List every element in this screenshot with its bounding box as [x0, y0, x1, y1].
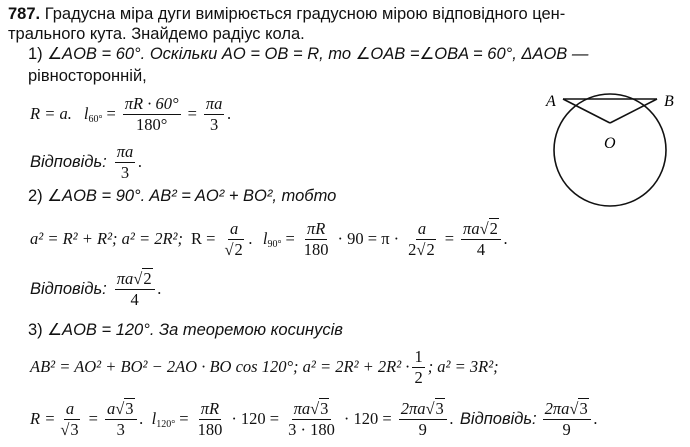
- case1-l-symbol: [84, 104, 103, 125]
- case3-text: ∠AOB = 120°. За теоремою косинусів: [47, 321, 343, 339]
- intro-text-1: Градусна міра дуги вимірюється градусною мірою відповідного цен-: [44, 5, 566, 23]
- numerator: a: [65, 398, 75, 418]
- case1-line1: [28, 44, 588, 64]
- case3-cosine-formula: [30, 346, 499, 388]
- radical-sign: √: [425, 398, 435, 418]
- radicand: 3: [70, 419, 79, 439]
- case3-fracR: [58, 400, 81, 439]
- case1-answer: [30, 142, 142, 182]
- l-subscript: 90°: [267, 238, 282, 250]
- equals-sign: =: [179, 409, 189, 428]
- denominator: [58, 420, 81, 439]
- coef: πa: [116, 268, 134, 288]
- radical-sign: √: [224, 239, 234, 259]
- case3-eq-tail: ; a² = 3R²;: [427, 357, 499, 376]
- coef: 2: [408, 239, 417, 259]
- case1-length-formula: [30, 94, 232, 134]
- case3-length-formula: [30, 396, 598, 442]
- equals-sign: =: [444, 229, 455, 248]
- label-A: A: [546, 93, 556, 110]
- sqrt: [115, 400, 134, 418]
- case3-line: [28, 320, 343, 340]
- sqrt: [133, 270, 152, 288]
- numerator: [461, 220, 501, 240]
- radical-sign: √: [60, 419, 70, 439]
- sqrt: [310, 400, 329, 418]
- answer-label: Відповідь:: [30, 279, 107, 298]
- denominator: 3: [120, 162, 130, 182]
- equals-sign: =: [106, 104, 116, 123]
- period: .: [138, 152, 143, 171]
- case2-mid: · 90 = π ·: [337, 229, 400, 248]
- l-letter: l: [83, 103, 89, 123]
- answer-label: Відповідь:: [30, 152, 107, 171]
- case2-line: [28, 186, 336, 206]
- numerator: [543, 400, 591, 420]
- period: .: [157, 279, 162, 298]
- radicand: 3: [435, 398, 444, 418]
- denominator: 3 · 180: [288, 419, 335, 439]
- case3-frac2: [286, 400, 337, 439]
- equals-sign: =: [285, 229, 295, 248]
- sqrt: [569, 400, 588, 418]
- numerator: [399, 400, 447, 420]
- case3-label: 3): [28, 321, 43, 339]
- equals-sign: =: [187, 104, 197, 123]
- equals-sign: =: [88, 409, 98, 428]
- case3-answer-frac: [543, 400, 591, 439]
- radicand: 2: [489, 218, 498, 238]
- case1-text-2: рівносторонній,: [28, 67, 147, 85]
- radicand: 2: [426, 239, 435, 259]
- case1-frac2: [204, 95, 225, 134]
- problem-intro-line1: [8, 4, 565, 24]
- case2-label: 2): [28, 187, 43, 205]
- numerator: [115, 270, 155, 290]
- numerator: a: [417, 218, 427, 238]
- sqrt: [416, 241, 435, 259]
- case1-R-eq: R = a.: [30, 104, 72, 123]
- numerator: πa: [116, 141, 134, 161]
- case2-text: ∠AOB = 90°. AB² = AO² + BO², тобто: [47, 187, 337, 205]
- denominator: 9: [418, 419, 427, 439]
- case3-fracR2: [105, 400, 137, 439]
- numerator: πR: [200, 398, 220, 418]
- case2-eq-line: a² = R² + R²; a² = 2R²;: [30, 229, 183, 248]
- case3-half: [412, 348, 424, 387]
- case3-mul1: · 120 =: [231, 409, 280, 428]
- numerator: πa: [205, 93, 223, 113]
- sqrt: [60, 421, 79, 439]
- case2-answer-frac: [115, 270, 155, 309]
- l-subscript: 120°: [156, 418, 176, 430]
- numerator: a: [229, 218, 239, 238]
- R-equals: R =: [30, 409, 56, 428]
- denominator: 2: [414, 367, 423, 387]
- case3-l-symbol: [152, 409, 176, 430]
- numerator: 1: [414, 346, 423, 366]
- coef: 2πa: [400, 398, 426, 418]
- radicand: 2: [234, 239, 243, 259]
- case2-l-symbol: [263, 229, 282, 250]
- case1-line2: [28, 66, 147, 86]
- radicand: 3: [579, 398, 588, 418]
- denominator: 180: [197, 419, 223, 439]
- l-letter: l: [151, 408, 157, 428]
- R-equals: R =: [191, 229, 216, 248]
- case2-formula: [30, 218, 508, 260]
- period: .: [227, 104, 232, 123]
- numerator: [292, 400, 332, 420]
- radical-sign: √: [133, 268, 143, 288]
- case3-eq-line: AB² = AO² + BO² − 2AO · BO cos 120°; a² = 2R² + 2R² ·: [30, 357, 410, 376]
- case1-label: 1): [28, 45, 43, 63]
- case1-answer-frac: [115, 143, 136, 182]
- case2-fracR: [222, 220, 245, 259]
- case2-frac3: [461, 220, 501, 259]
- coef: πa: [293, 398, 311, 418]
- period: .: [248, 229, 253, 248]
- coef: a: [106, 398, 116, 418]
- answer-label: Відповідь:: [459, 409, 537, 428]
- numerator: [105, 400, 137, 420]
- period: .: [503, 229, 509, 248]
- sqrt: [224, 241, 243, 259]
- denominator: 9: [562, 419, 571, 439]
- problem-number: 787.: [8, 5, 41, 23]
- radical-sign: √: [310, 398, 320, 418]
- radicand: 2: [143, 268, 152, 288]
- radical-sign: √: [115, 398, 125, 418]
- denominator: 180°: [135, 114, 168, 134]
- case2-frac2: [406, 220, 438, 259]
- period: .: [449, 409, 454, 428]
- period: .: [139, 409, 144, 428]
- case2-answer: [30, 268, 162, 310]
- denominator: [406, 240, 438, 259]
- case2-frac1: [302, 220, 331, 259]
- case3-mul2: · 120 =: [343, 409, 392, 428]
- case1-frac1: [123, 95, 181, 134]
- label-O: O: [604, 135, 616, 152]
- denominator: [222, 240, 245, 259]
- coef: 2πa: [544, 398, 570, 418]
- denominator: 3: [210, 114, 219, 134]
- l-letter: l: [262, 228, 268, 248]
- intro-text-2: трального кута. Знайдемо радіус кола.: [8, 25, 305, 43]
- radical-sign: √: [569, 398, 579, 418]
- coef: πa: [463, 218, 480, 238]
- denominator: 4: [130, 289, 139, 309]
- numerator: πR: [306, 218, 326, 238]
- circle-diagram: [540, 78, 690, 228]
- denominator: 3: [116, 419, 125, 439]
- denominator: 4: [476, 239, 486, 259]
- sqrt: [480, 220, 499, 238]
- radical-sign: √: [479, 218, 489, 238]
- period: .: [593, 409, 598, 428]
- sqrt: [425, 400, 444, 418]
- radical-sign: √: [416, 239, 426, 259]
- case1-text-1: ∠AOB = 60°. Оскільки AO = OB = R, то ∠OAB =∠OBA = 60°, ΔAOB —: [47, 45, 589, 63]
- numerator: πR · 60°: [124, 93, 179, 113]
- case3-frac3: [399, 400, 447, 439]
- radicand: 3: [125, 398, 134, 418]
- case3-frac1: [196, 400, 225, 439]
- denominator: 180: [303, 239, 329, 259]
- radicand: 3: [320, 398, 329, 418]
- label-B: B: [664, 93, 674, 110]
- l-subscript: 60°: [88, 113, 103, 125]
- problem-intro-line2: [8, 24, 305, 44]
